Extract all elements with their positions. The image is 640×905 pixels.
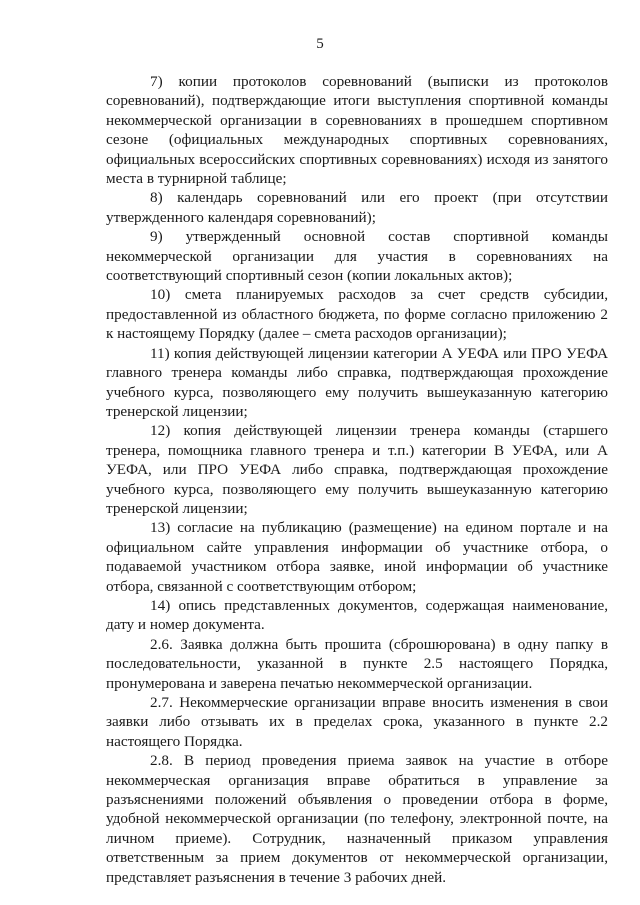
paragraph-item-12: 12) копия действующей лицензии тренера команды (старшего тренера, помощника главного тренера и т.п.) категории В УЕФА, или А УЕФА, или ПРО УЕФА либо справка, подтверждающая прохождение учебного курса, позволяющего ему получить вышеуказанную категорию тренерской лицензии; [106,422,608,517]
paragraph-item-14: 14) опись представленных документов, содержащая наименование, дату и номер документа. [106,596,608,634]
paragraph-clause-2-8: 2.8. В период проведения приема заявок на участие в отборе некоммерческая организация вправе обратиться в управление за разъяснениями положений объявления о проведении отбора в форме, удобной некоммерческой организации (по телефону, электронной почте, на личном приеме). Сотрудник, назначенный приказом управления ответственным за прием документов от некоммерческой организации, представляет разъяснения в течение 3 рабочих дней. [106,752,608,886]
paragraph-item-10: 10) смета планируемых расходов за счет средств субсидии, предоставленной из областного бюджета, по форме согласно приложению 2 к настоящему Порядку (далее – смета расходов организации); [106,286,608,343]
paragraph-item-7: 7) копии протоколов соревнований (выписки из протоколов соревнований), подтверждающие итоги выступления спортивной команды некоммерческой организации в соревнованиях в прошедшем спортивном сезоне (официальных международных спортивных соревнованиях, официальных всероссийских спортивных соревнованиях) исходя из занятого места в турнирной таблице; [106,73,608,188]
paragraph-clause-2-7: 2.7. Некоммерческие организации вправе вносить изменения в свои заявки либо отзывать их в пределах срока, указанного в пункте 2.2 настоящего Порядка. [106,694,608,750]
paragraph-clause-2-6: 2.6. Заявка должна быть прошита (сброшюрована) в одну папку в последовательности, указанной в пункте 2.5 настоящего Порядка, пронумерована и заверена печатью некоммерческой организации. [106,635,608,692]
paragraph-item-11: 11) копия действующей лицензии категории А УЕФА или ПРО УЕФА главного тренера команды либо справка, подтверждающая прохождение учебного курса, позволяющего ему получить вышеуказанную категорию тренерской лицензии; [106,344,608,420]
paragraph-item-13: 13) согласие на публикацию (размещение) на едином портале и на официальном сайте управления информации об участнике отбора, о подаваемой участником отбора заявке, иной информации об участнике отбора, связанной с соответствующим отбором; [106,519,608,595]
paragraph-item-9: 9) утвержденный основной состав спортивной команды некоммерческой организации для участия в соревнованиях на соответствующий спортивный сезон (копии локальных актов); [106,228,608,285]
paragraph-item-8: 8) календарь соревнований или его проект (при отсутствии утвержденного календаря соревнований); [106,189,608,226]
page-number: 5 [316,36,324,52]
document-body [106,72,608,887]
